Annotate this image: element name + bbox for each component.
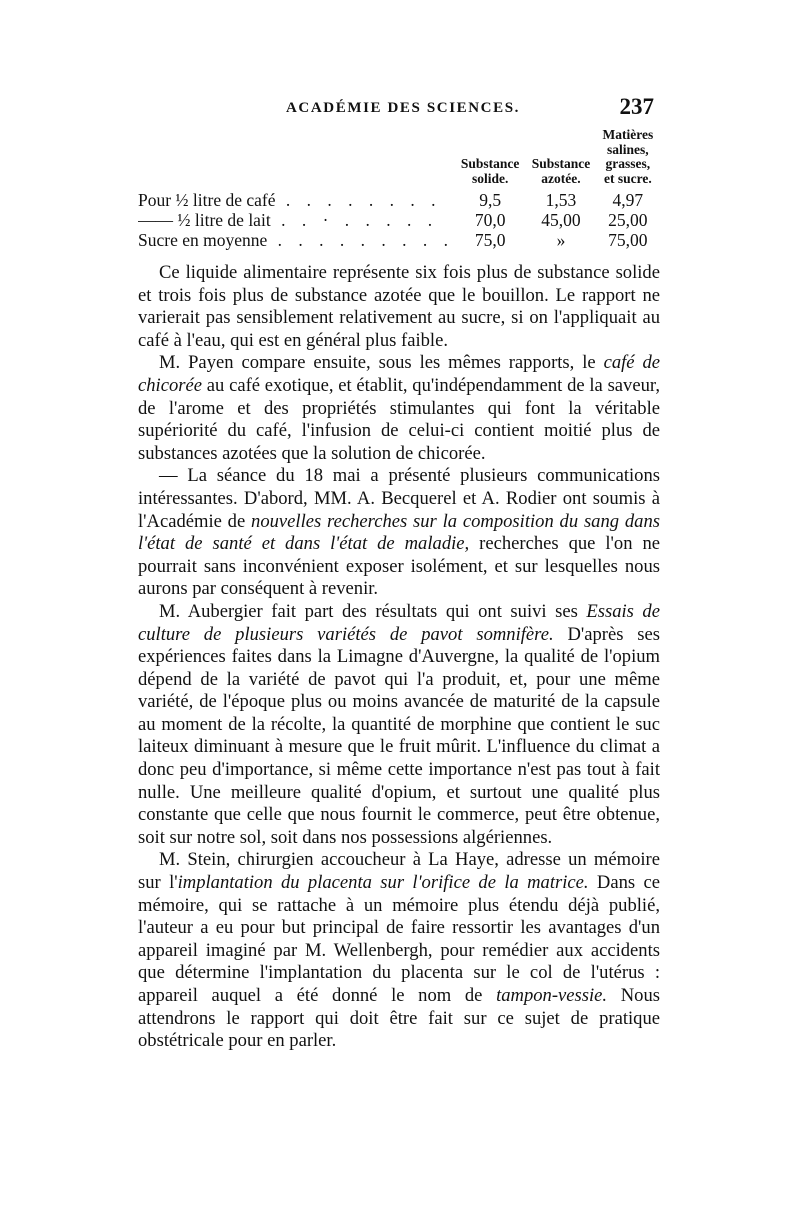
row-label-text: Pour ½ litre de café [138, 190, 276, 210]
text-run: Nous attendrons le rapport qui doit être fait sur ce sujet de pratique obstétricale pour en parler. [138, 985, 661, 1052]
book-page [138, 96, 660, 1053]
table-cell: 75,0 [474, 230, 506, 250]
column-header-line: azotée. [541, 170, 581, 186]
italic-text: café de chicorée [138, 352, 660, 396]
column-header-line: salines, [607, 141, 649, 157]
italic-text: tampon-vessie. [496, 985, 608, 1006]
body-text [138, 262, 660, 1053]
table-cell: 75,00 [608, 230, 648, 250]
table-header-row [138, 128, 660, 190]
column-header-line: grasses, [605, 156, 651, 171]
table-cell: 9,5 [479, 190, 502, 210]
composition-table [138, 128, 660, 250]
paragraph [138, 601, 660, 850]
table-body [138, 190, 660, 250]
paragraph [138, 352, 660, 465]
text-run: M. Stein, chirurgien accoucheur à La Haye, adresse un mémoire sur l' [138, 849, 660, 894]
running-head [138, 96, 660, 126]
table-cell: 45,00 [541, 210, 581, 230]
table-cell: 1,53 [545, 190, 577, 210]
text-run: M. Aubergier fait part des résultats qui ont suivi ses [159, 600, 587, 622]
row-label [138, 210, 454, 230]
column-header-line: Substance [460, 156, 520, 171]
text-run: Dans ce mémoire, qui se rattache à un mémoire plus étendu déjà publié, l'auteur a eu pour but principal de faire ressortir les avantages d'un appareil imaginé par M. Wellenbergh, pour remédier aux accidents que détermine l'implantation du placenta sur le col de l'utérus : appareil auquel a été donné le nom de [138, 872, 660, 1006]
row-label [138, 190, 454, 210]
table-row [138, 190, 660, 210]
text-run: au café exotique, et établit, qu'indépendamment de la saveur, de l'arome et des propriétés stimulantes qui font la véritable supériorité du café, l'infusion de celui-ci contient moitié plus de substances azotées que la solution de chicorée. [138, 374, 660, 464]
italic-text: implantation du placenta sur l'orifice de la matrice. [177, 872, 589, 894]
table-cell: 25,00 [608, 210, 648, 230]
leader-dots: . . . . . . . . . [267, 230, 455, 250]
table-cell: 70,0 [474, 210, 506, 230]
table-header-blank [138, 128, 454, 190]
table-row [138, 230, 660, 250]
paragraph [138, 849, 660, 1052]
leader-dots: . . · . . . . . [270, 210, 439, 230]
column-header-line: Substance [531, 156, 591, 171]
column-header-line: Matières [602, 127, 654, 142]
italic-text: nouvelles recherches sur la composition du sang dans l'état de santé et dans l'état de maladie, [138, 510, 660, 555]
column-header-solid [454, 128, 526, 190]
italic-text: Essais de culture de plusieurs variétés de pavot somnifère. [138, 600, 660, 645]
text-run: — La séance du 18 mai a présenté plusieurs communications intéressantes. D'abord, MM. A. Becquerel et A. Rodier ont soumis à l'Académie de [138, 465, 660, 532]
table-cell: » [556, 230, 566, 250]
column-header-salts [596, 128, 660, 190]
table-cell: 4,97 [612, 190, 644, 210]
column-header-nitrogen [526, 128, 595, 190]
table-row [138, 210, 660, 230]
running-head-title: ACADÉMIE DES SCIENCES. [286, 100, 520, 116]
row-label [138, 230, 454, 250]
row-label-text: Sucre en moyenne [138, 230, 268, 250]
column-header-line: et sucre. [603, 170, 652, 186]
text-run: D'après ses expériences faites dans la Limagne d'Auvergne, la qualité de l'opium dépend de la variété de pavot qui l'a produit, et, pour une même variété, de l'époque plus ou moins avancée de maturité de la capsule au moment de la récolte, la quantité de morphine que contient le suc laiteux diminuant à mesure que le fruit mûrit. L'influence du climat a donc peu d'importance, si même cette importance n'est pas tout à fait nulle. Une meilleure qualité d'opium, et surtout une qualité plus constante que celle que nous fournit le commerce, peut être obtenue, soit sur notre sol, soit dans nos possessions algériennes. [138, 623, 661, 848]
leader-dots: . . . . . . . . [275, 190, 442, 210]
page-number: 237 [619, 94, 654, 119]
row-label-text: —— ½ litre de lait [138, 210, 271, 230]
text-run: recherches que l'on ne pourrait sans inconvénient exposer isolément, et sur lesquelles nous aurons par conséquent à revenir. [138, 533, 660, 600]
text-run: Ce liquide alimentaire représente six fois plus de substance solide et trois fois plus de substance azotée que le bouillon. Le rapport ne varierait pas sensiblement relativement au sucre, si on l'appliquait au café à l'eau, qui est en général plus faible. [138, 262, 660, 351]
paragraph [138, 465, 660, 601]
column-header-line: solide. [471, 170, 509, 186]
paragraph [138, 262, 660, 352]
text-run: M. Payen compare ensuite, sous les mêmes rapports, le [159, 352, 604, 374]
